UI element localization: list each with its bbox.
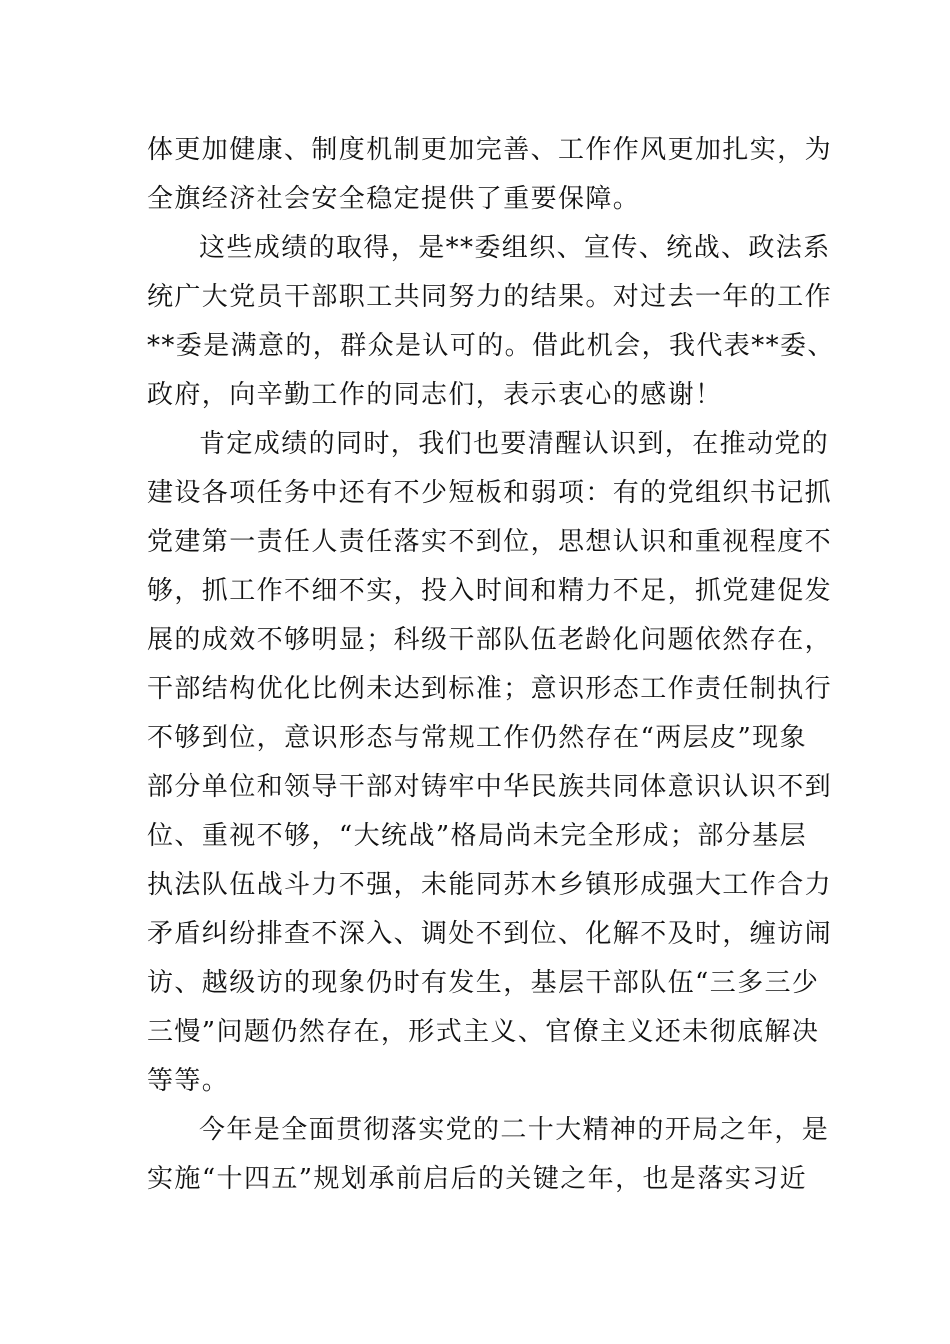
text-line: 全旗经济社会安全稳定提供了重要保障。 — [147, 184, 641, 214]
text-line: 位、重视不够，“大统战”格局尚未完全形成；部分基层 — [147, 821, 807, 851]
text-line: 执法队伍战斗力不强，未能同苏木乡镇形成强大工作合力 — [147, 870, 833, 900]
text-line: 体更加健康、制度机制更加完善、工作作风更加扎实，为 — [147, 135, 833, 165]
document-body — [147, 126, 835, 1204]
text-line: **委是满意的，群众是认可的。借此机会，我代表**委、 — [147, 331, 835, 361]
text-line: 不够到位，意识形态与常规工作仍然存在“两层皮”现象 — [147, 723, 807, 753]
paragraph-1 — [147, 126, 833, 224]
text-line: 今年是全面贯彻落实党的二十大精神的开局之年，是 — [199, 1115, 830, 1145]
text-line: 部分单位和领导干部对铸牢中华民族共同体意识认识不到 — [147, 772, 833, 802]
paragraph-3 — [147, 420, 833, 1106]
text-line: 肯定成绩的同时，我们也要清醒认识到，在推动党的 — [199, 429, 830, 459]
text-line: 建设各项任务中还有不少短板和弱项：有的党组织书记抓 — [147, 478, 833, 508]
text-line: 访、越级访的现象仍时有发生，基层干部队伍“三多三少 — [147, 968, 820, 998]
text-line: 实施“十四五”规划承前启后的关键之年，也是落实习近 — [147, 1164, 807, 1194]
text-line: 党建第一责任人责任落实不到位，思想认识和重视程度不 — [147, 527, 833, 557]
text-line: 这些成绩的取得，是**委组织、宣传、统战、政法系 — [199, 233, 831, 263]
text-line: 等等。 — [147, 1066, 230, 1096]
text-line: 政府，向辛勤工作的同志们，表示衷心的感谢！ — [147, 380, 723, 410]
paragraph-4 — [147, 1106, 830, 1204]
text-line: 够，抓工作不细不实，投入时间和精力不足，抓党建促发 — [147, 576, 833, 606]
text-line: 干部结构优化比例未达到标准；意识形态工作责任制执行 — [147, 674, 833, 704]
text-line: 三慢”问题仍然存在，形式主义、官僚主义还未彻底解决 — [147, 1017, 820, 1047]
text-line: 统广大党员干部职工共同努力的结果。对过去一年的工作 — [147, 282, 833, 312]
paragraph-2 — [147, 224, 835, 420]
text-line: 矛盾纠纷排查不深入、调处不到位、化解不及时，缠访闹 — [147, 919, 833, 949]
text-line: 展的成效不够明显；科级干部队伍老龄化问题依然存在， — [147, 625, 833, 655]
